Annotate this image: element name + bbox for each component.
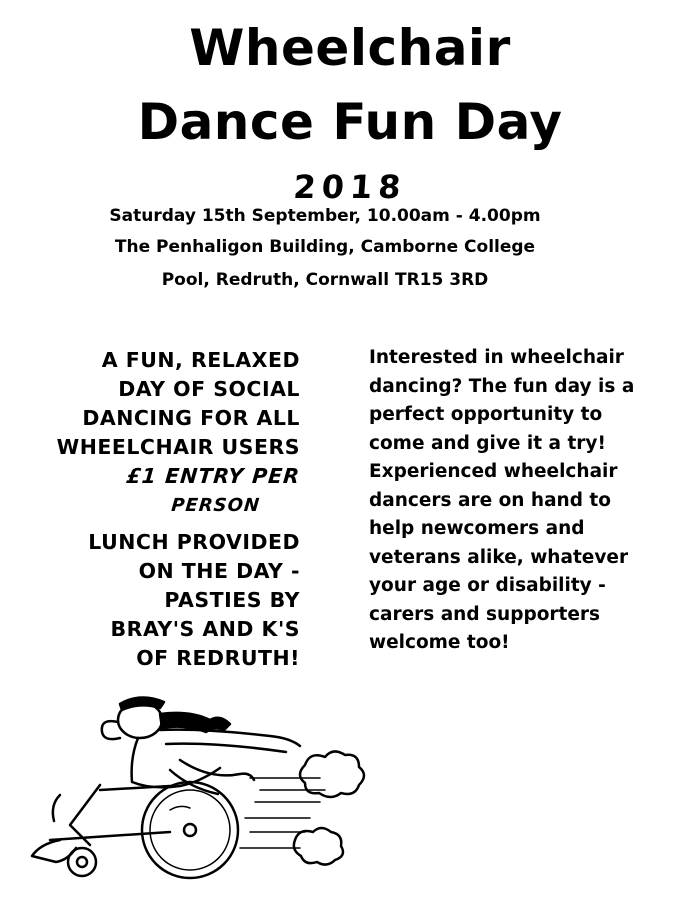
event-venue-line-2: Pool, Redruth, Cornwall TR15 3RD [161, 270, 489, 290]
title-line-2: Dance Fun Day [137, 93, 563, 151]
description-line: come and give it a try! [369, 432, 606, 454]
description-line: dancing? The fun day is a [369, 375, 635, 397]
entry-fee-line-1: £1 ENTRY PER [125, 464, 302, 488]
highlight-line: WHEELCHAIR USERS [56, 435, 300, 459]
description-line: carers and supporters [369, 603, 601, 625]
description-line: dancers are on hand to [369, 489, 611, 511]
event-description [369, 344, 689, 658]
description-line: help newcomers and [369, 518, 585, 539]
title-line-1: Wheelchair [189, 19, 511, 77]
highlight-line: DANCING FOR ALL [82, 406, 300, 430]
lunch-line: PASTIES BY [164, 588, 300, 612]
description-line: perfect opportunity to [369, 404, 603, 425]
description-line: Experienced wheelchair [369, 461, 618, 482]
highlight-line: A FUN, RELAXED [101, 348, 300, 372]
event-date-time: Saturday 15th September, 10.00am - 4.00pm [109, 206, 541, 226]
lunch-line: ON THE DAY - [138, 559, 300, 583]
description-line: your age or disability - [369, 575, 606, 596]
description-line: welcome too! [369, 632, 510, 653]
description-line: veterans alike, whatever [369, 546, 629, 568]
lunch-line: OF REDRUTH! [136, 646, 300, 670]
entry-fee-line-2: PERSON [170, 495, 261, 516]
event-year: 2018 [292, 168, 408, 206]
description-line: Interested in wheelchair [369, 347, 624, 368]
lunch-line: LUNCH PROVIDED [88, 530, 300, 554]
wheelchair-dancer-icon [20, 690, 370, 890]
event-highlights [20, 346, 300, 673]
highlight-line: DAY OF SOCIAL [118, 377, 300, 401]
lunch-line: BRAY'S AND K'S [110, 617, 300, 641]
event-venue-line-1: The Penhaligon Building, Camborne College [114, 237, 536, 257]
